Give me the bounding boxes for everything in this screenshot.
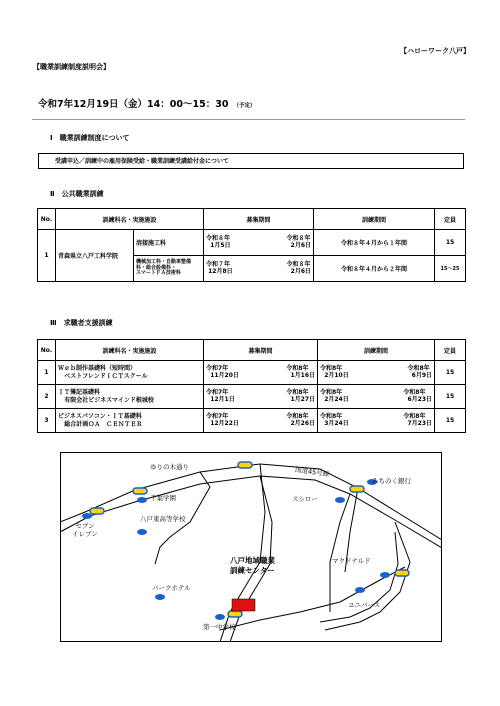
course-name: ＩＴ簿記基礎科 (58, 389, 101, 397)
access-map (60, 452, 442, 642)
chiba-marker-icon (137, 497, 147, 503)
end-era: 令和8年 (403, 412, 426, 420)
start-date: 2月24日 (324, 395, 349, 403)
course-name: 溶接施工科 (134, 230, 204, 256)
end-date: 2月26日 (290, 419, 315, 427)
recruit-period (204, 385, 318, 409)
end-era: 令和8年 (286, 388, 309, 396)
park-hotel-marker-icon (155, 594, 165, 600)
course-cell (56, 385, 204, 409)
end-era: 令和8年 (407, 364, 430, 372)
header-org: 【ハローワーク八戸】 (400, 47, 470, 55)
capacity: 15 (435, 230, 466, 256)
course-cell (56, 361, 204, 385)
start-date: 2月10日 (324, 371, 349, 379)
start-date: 12月1日 (210, 395, 235, 403)
facility-name: 青森県立八戸工科学院 (56, 230, 134, 282)
end-era: 令和8年 (403, 388, 426, 396)
section2-heading: Ⅱ 公共職業訓練 (50, 190, 104, 198)
course-line: 機械加工科・自動車整備 (136, 258, 192, 265)
mcdonalds-marker-icon (380, 572, 390, 578)
label-yurinoki: ゆりの木通り (150, 463, 189, 471)
label-seven: セブン イレブン (72, 522, 98, 539)
daiichi-marker-icon (215, 614, 225, 620)
hachinohe-east-marker-icon (137, 529, 147, 535)
start-date: 3月24日 (324, 419, 349, 427)
universe-marker-icon (355, 587, 365, 593)
label-hachinohe-east: 八戸東高等学校 (140, 515, 186, 523)
label-chiba: 千葉学園 (150, 494, 176, 502)
course-name: ビジネスパソコン・ＩＴ基礎科 (58, 413, 142, 421)
start-era: 令和7年 (206, 388, 229, 396)
capacity: 15 (435, 409, 466, 433)
recruit-period (204, 361, 318, 385)
table-row (38, 385, 466, 409)
end-date: 6月23日 (407, 395, 432, 403)
col-period: 訓練期間 (318, 340, 435, 361)
capacity: 15～25 (435, 256, 466, 282)
facility-name: ベストフレンドＩＣＴスクール (64, 372, 148, 380)
end-date: 1月16日 (290, 371, 315, 379)
start-era: 令和8年 (320, 364, 343, 372)
signal-icon (238, 462, 252, 468)
recruit-period (204, 409, 318, 433)
col-capacity: 定員 (435, 340, 466, 361)
signal-icon (90, 508, 104, 514)
end-era: 令和8年 (286, 364, 309, 372)
label-route45: 国道45号線 (294, 465, 330, 479)
start-era: 令和7年 (206, 412, 229, 420)
start-date: 11月20日 (210, 371, 239, 379)
row-no: 1 (38, 230, 56, 282)
recruit-period (204, 230, 314, 256)
table-row (38, 230, 466, 256)
training-period: 令和８年４月から１年間 (314, 230, 435, 256)
label-daiichi: 第一中学校 (203, 623, 236, 631)
capacity: 15 (435, 385, 466, 409)
table-header-row (38, 340, 466, 361)
course-line: スマートＦＡ技術科 (136, 270, 181, 277)
start-era: 令和７年 (206, 260, 231, 268)
start-date: 12月8日 (208, 267, 233, 275)
end-era: 令和8年 (286, 412, 309, 420)
row-no: 1 (38, 361, 56, 385)
col-recruit: 募集期間 (204, 340, 318, 361)
col-course: 訓練科名・実施施設 (56, 209, 204, 230)
training-period (318, 409, 435, 433)
end-date: 2月6日 (290, 267, 312, 275)
label-training-center: 八戸地域職業 訓練センター (230, 556, 275, 575)
training-period (318, 361, 435, 385)
public-training-table (37, 208, 466, 282)
training-period: 令和８年４月から２年間 (314, 256, 435, 282)
col-capacity: 定員 (435, 209, 466, 230)
col-course: 訓練科名・実施施設 (56, 340, 204, 361)
end-date: 1月27日 (290, 395, 315, 403)
header-event: 【職業訓練制度説明会】 (33, 63, 110, 71)
start-era: 令和8年 (320, 388, 343, 396)
start-era: 令和7年 (206, 364, 229, 372)
row-no: 2 (38, 385, 56, 409)
course-name (134, 256, 204, 282)
start-era: 令和８年 (206, 234, 231, 242)
section3-heading: Ⅲ 求職者支援訓練 (50, 319, 113, 327)
signal-icon (228, 611, 242, 617)
end-date: 2月6日 (290, 241, 312, 249)
start-era: 令和8年 (320, 412, 343, 420)
label-park-hotel: パークホテル (152, 584, 191, 592)
label-michinoku: みちのく銀行 (372, 477, 411, 485)
course-cell (56, 409, 204, 433)
section1-box (38, 153, 464, 169)
table-row (38, 409, 466, 433)
event-datetime (38, 92, 256, 111)
datetime-note: （予定） (233, 103, 256, 109)
label-universe: ユニバース (348, 601, 381, 609)
col-no: No. (38, 209, 56, 230)
divider (32, 119, 465, 120)
capacity: 15 (435, 361, 466, 385)
row-no: 3 (38, 409, 56, 433)
col-period: 訓練期間 (314, 209, 435, 230)
course-name: Ｗｅｂ制作基礎科（短時間） (58, 365, 137, 373)
training-period (318, 385, 435, 409)
table-row (38, 361, 466, 385)
datetime-main: 令和7年12月19日（金）14：00～15：30 (38, 99, 229, 110)
job-seeker-table (37, 339, 466, 433)
start-date: 1月5日 (210, 241, 231, 249)
label-sushiro: スシロー (292, 495, 318, 503)
section1-heading: Ⅰ 職業訓練制度について (50, 134, 130, 142)
facility-name: 有限会社ビジネスマインド根城校 (64, 396, 154, 404)
course-line: 科・総合設備科・ (136, 264, 177, 271)
end-era: 令和８年 (286, 260, 311, 268)
facility-name: 総合計画ＯＡ ＣＥＮＴＥＲ (64, 420, 143, 428)
training-center-building-icon (232, 599, 255, 611)
sushiro-marker-icon (335, 497, 345, 503)
signal-icon (350, 486, 364, 492)
end-date: 7月23日 (407, 419, 432, 427)
end-era: 令和８年 (286, 234, 311, 242)
signal-icon (395, 570, 409, 576)
label-mcdonalds: マクドナルド (332, 557, 371, 565)
recruit-period (204, 256, 314, 282)
end-date: 6月9日 (411, 371, 432, 379)
signal-icon (133, 488, 147, 494)
seven-marker-icon (82, 513, 92, 519)
col-recruit: 募集期間 (204, 209, 314, 230)
table-header-row (38, 209, 466, 230)
col-no: No. (38, 340, 56, 361)
start-date: 12月22日 (210, 419, 239, 427)
section1-box-text: 受講申込／訓練中の雇用保険受給・職業訓練受講給付金について (55, 158, 229, 165)
